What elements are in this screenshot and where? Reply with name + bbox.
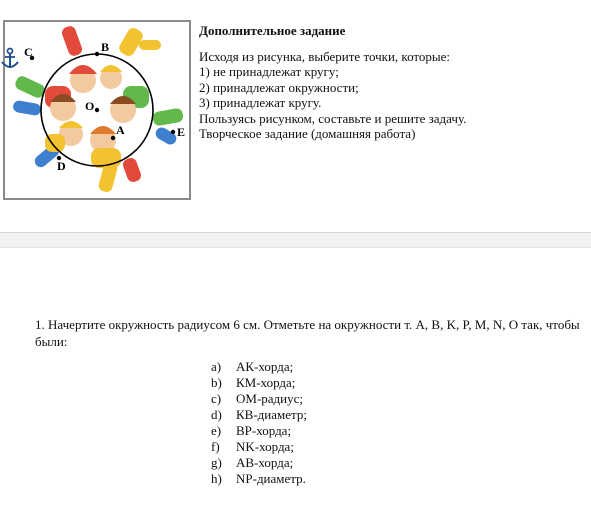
task-line: 3) принадлежат кругу. <box>199 95 322 110</box>
list-item <box>211 471 307 487</box>
anchor-icon <box>0 47 20 71</box>
list-marker: d) <box>211 407 222 422</box>
label-e: E <box>177 125 186 139</box>
list-item <box>211 439 307 455</box>
kids-circle-figure <box>3 20 191 200</box>
list-item <box>211 375 307 391</box>
exercise-1-text: 1. Начертите окружность радиусом 6 см. Отметьте на окружности т. A, B, K, P, M, N, O так, чтобы были: <box>35 317 580 349</box>
list-marker: a) <box>211 359 222 374</box>
list-item <box>211 359 307 375</box>
list-item <box>211 455 307 471</box>
list-marker: c) <box>211 391 222 406</box>
list-marker: f) <box>211 439 220 454</box>
list-text: КМ-хорда; <box>236 375 296 390</box>
list-text: АВ-хорда; <box>236 455 294 470</box>
list-text: NP-диаметр. <box>236 471 306 486</box>
list-marker: h) <box>211 471 222 486</box>
list-text: АК-хорда; <box>236 359 294 374</box>
list-text: КВ-диаметр; <box>236 407 307 422</box>
point-b <box>95 52 99 56</box>
additional-task-heading: Дополнительное задание <box>199 23 346 38</box>
point-a <box>111 136 115 140</box>
list-marker: e) <box>211 423 222 438</box>
task-line: Пользуясь рисунком, составьте и решите задачу. <box>199 110 467 126</box>
list-item <box>211 407 307 423</box>
chord-list <box>211 359 307 487</box>
task-line: 2) принадлежат окружности; <box>199 79 359 95</box>
task-line: 1) не принадлежат кругу; <box>199 64 339 79</box>
section-divider <box>0 232 591 248</box>
label-b: B <box>101 40 110 54</box>
label-o: O <box>85 99 95 113</box>
list-item <box>211 391 307 407</box>
label-c: C <box>24 45 33 59</box>
task-line: Исходя из рисунка, выберите точки, которые: <box>199 48 451 64</box>
list-item <box>211 423 307 439</box>
list-marker: g) <box>211 455 222 470</box>
point-e <box>171 130 175 134</box>
list-marker: b) <box>211 375 222 390</box>
list-text: ВР-хорда; <box>236 423 292 438</box>
label-d: D <box>57 159 66 173</box>
list-text: ОМ-радиус; <box>236 391 303 406</box>
list-text: NK-хорда; <box>236 439 294 454</box>
label-a: A <box>116 123 125 137</box>
task-line: Творческое задание (домашняя работа) <box>199 126 416 141</box>
additional-task-block <box>199 23 584 142</box>
point-o <box>95 108 99 112</box>
kids-circle-illustration <box>5 22 189 198</box>
